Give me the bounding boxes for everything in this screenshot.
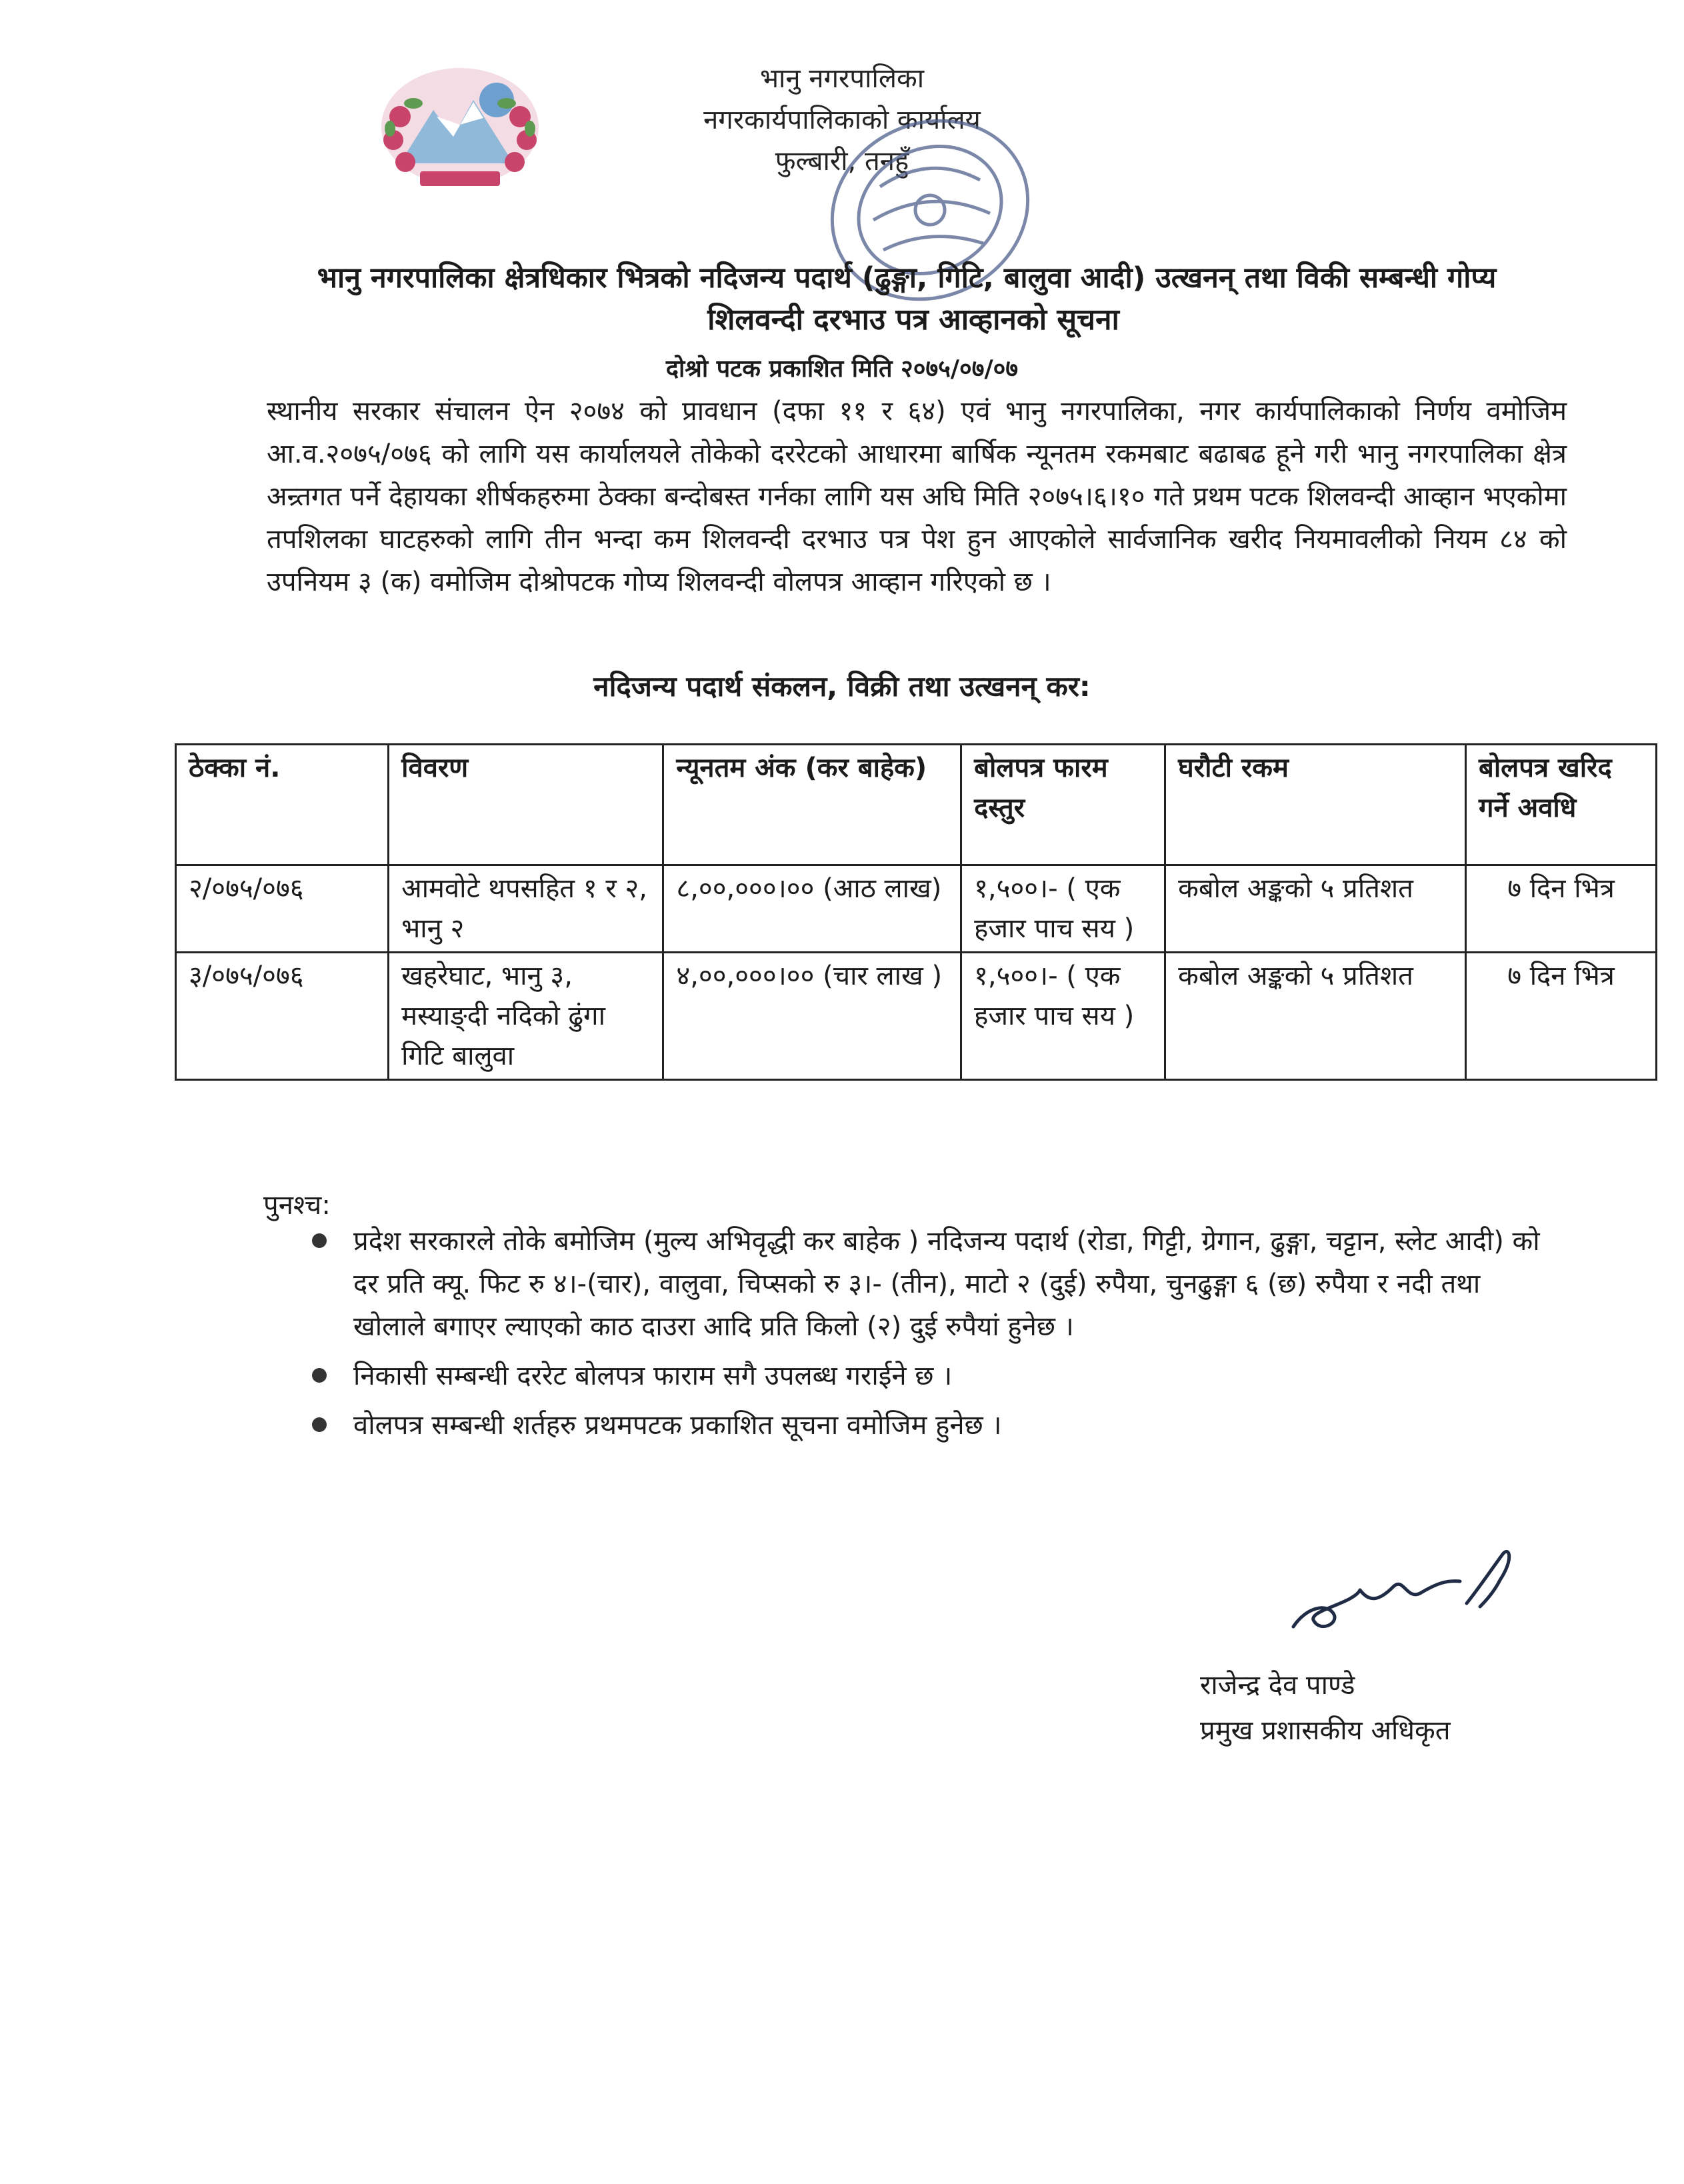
cell-description: खहरेघाट, भानु ३, मस्याङ्दी नदिको ढुंगा गिटि बालुवा bbox=[389, 953, 663, 1080]
col-minimum-amount: न्यूनतम अंक (कर बाहेक) bbox=[663, 745, 961, 865]
handwritten-signature-icon bbox=[1280, 1540, 1547, 1647]
cell-description: आमवोटे थपसहित १ र २, भानु २ bbox=[389, 865, 663, 953]
org-name: भानु नगरपालिका bbox=[759, 63, 925, 94]
cell-deposit: कबोल अङ्कको ५ प्रतिशत bbox=[1165, 953, 1466, 1080]
cell-purchase-period: ७ दिन भित्र bbox=[1465, 865, 1656, 953]
cell-form-fee: १,५००।- ( एक हजार पाच सय ) bbox=[961, 865, 1165, 953]
cell-contract-no: २/०७५/०७६ bbox=[176, 865, 389, 953]
cell-minimum-amount: ८,००,०००।०० (आठ लाख) bbox=[663, 865, 961, 953]
col-form-fee: बोलपत्र फारम दस्तुर bbox=[961, 745, 1165, 865]
cell-minimum-amount: ४,००,०००।०० (चार लाख ) bbox=[663, 953, 961, 1080]
postscript-label: पुनश्च: bbox=[263, 1190, 331, 1221]
list-item: प्रदेश सरकारले तोके बमोजिम (मुल्य अभिवृद्धी कर बाहेक ) नदिजन्य पदार्थ (रोडा, गिट्टी, ग्रेगान, ढुङ्गा, चट्टान, स्लेट आदी) को दर प्रति क्यू. फिट रु ४।-(चार), वालुवा, चिप्सको रु ३।- (तीन), माटो २ (दुई) रुपैया, चुनढुङ्गा ६ (छ) रुपैया र नदी तथा खोलाले बगाएर ल्याएको काठ दाउरा आदि प्रति किलो (२) दुई रुपैयां हुनेछ । bbox=[353, 1220, 1553, 1348]
office-address: फुल्बारी, तनहुँ bbox=[775, 146, 909, 177]
cell-contract-no: ३/०७५/०७६ bbox=[176, 953, 389, 1080]
signatory-title: प्रमुख प्रशासकीय अधिकृत bbox=[1200, 1715, 1451, 1746]
list-item: निकासी सम्बन्धी दररेट बोलपत्र फाराम सगै उपलब्ध गराईने छ । bbox=[353, 1355, 1553, 1397]
notice-title-line1: भानु नगरपालिका क्षेत्रधिकार भित्रको नदिजन्य पदार्थ (ढुङ्गा, गिटि, बालुवा आदी) उत्खनन् तथा विकी सम्बन्धी गोप्य bbox=[317, 261, 1497, 295]
table-row bbox=[176, 865, 1657, 953]
table-header-row bbox=[176, 745, 1657, 865]
table-row bbox=[176, 953, 1657, 1080]
cell-form-fee: १,५००।- ( एक हजार पाच सय ) bbox=[961, 953, 1165, 1080]
col-description: विवरण bbox=[389, 745, 663, 865]
signatory-name: राजेन्द्र देव पाण्डे bbox=[1200, 1670, 1355, 1701]
notice-body: स्थानीय सरकार संचालन ऐन २०७४ को प्रावधान (दफा ११ र ६४) एवं भानु नगरपालिका, नगर कार्यपालिकाको निर्णय वमोजिम आ.व.२०७५/०७६ को लागि यस कार्यालयले तोकेको दररेटको आधारमा बार्षिक न्यूनतम रकमबाट बढाबढ हूने गरी भानु नगरपालिका क्षेत्र अन्र्तगत पर्ने देहायका शीर्षकहरुमा ठेक्का बन्दोबस्त गर्नका लागि यस अघि मिति २०७५।६।१० गते प्रथम पटक शिलवन्दी आव्हान भएकोमा तपशिलका घाटहरुको लागि तीन भन्दा कम शिलवन्दी दरभाउ पत्र पेश हुन आएकोले सार्वजानिक खरीद नियमावलीको नियम ८४ को उपनियम ३ (क) वमोजिम दोश्रोपटक गोप्य शिलवन्दी वोलपत्र आव्हान गरिएको छ । bbox=[267, 396, 1567, 597]
cell-deposit: कबोल अङ्कको ५ प्रतिशत bbox=[1165, 865, 1466, 953]
publish-date: दोश्रो पटक प्रकाशित मिति २०७५/०७/०७ bbox=[665, 355, 1019, 383]
postscript-list bbox=[307, 1220, 1553, 1453]
col-purchase-period: बोलपत्र खरिद गर्ने अवधि bbox=[1465, 745, 1656, 865]
col-deposit: घरौटी रकम bbox=[1165, 745, 1466, 865]
office-name: नगरकार्यपालिकाको कार्यालय bbox=[703, 105, 981, 135]
notice-title-line2: शिलवन्दी दरभाउ पत्र आव्हानको सूचना bbox=[707, 303, 1119, 337]
list-item: वोलपत्र सम्बन्धी शर्तहरु प्रथमपटक प्रकाशित सूचना वमोजिम हुनेछ । bbox=[353, 1404, 1553, 1447]
table-title: नदिजन्य पदार्थ संकलन, विक्री तथा उत्खनन् कर: bbox=[593, 670, 1091, 703]
col-contract-no: ठेक्का नं. bbox=[176, 745, 389, 865]
cell-purchase-period: ७ दिन भित्र bbox=[1465, 953, 1656, 1080]
bid-table bbox=[175, 743, 1657, 1081]
